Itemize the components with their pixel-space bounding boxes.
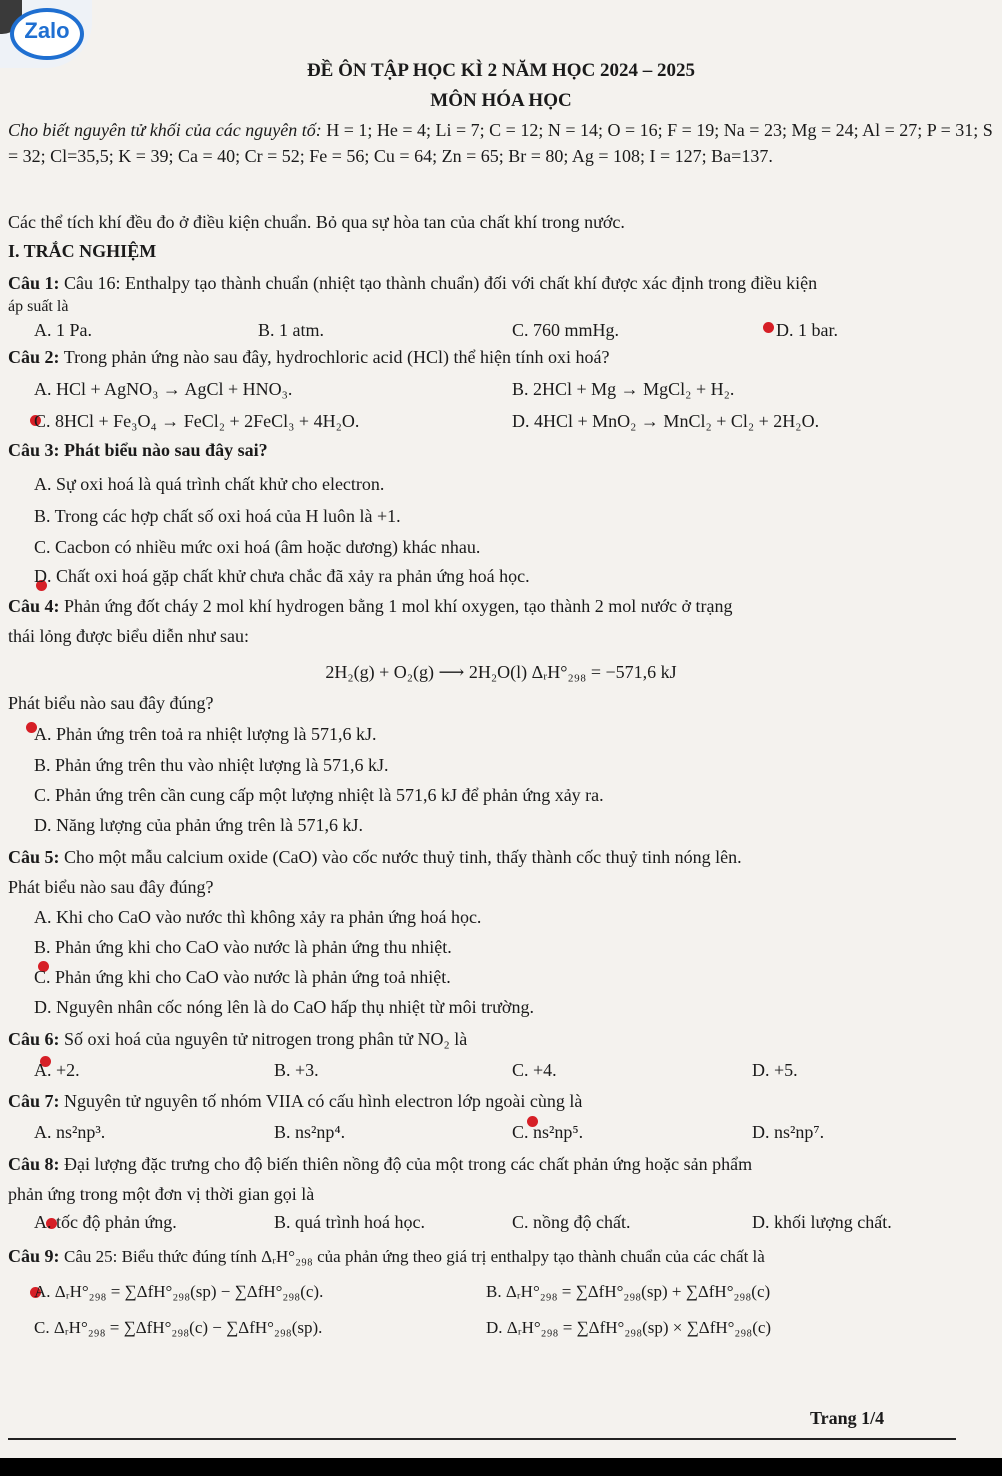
- q6-text: Số oxi hoá của nguyên tử nitrogen trong phân tử NO₂ là: [64, 1029, 468, 1049]
- q5-option-b: B. Phản ứng khi cho CaO vào nước là phản ứng thu nhiệt.: [34, 937, 452, 957]
- q7-label: Câu 7:: [8, 1091, 60, 1111]
- question-8: [8, 1154, 994, 1175]
- q6-option-a: A. +2.: [34, 1060, 80, 1080]
- q2-text: Trong phản ứng nào sau đây, hydrochloric acid (HCl) thể hiện tính oxi hoá?: [63, 347, 610, 367]
- q7-text: Nguyên tử nguyên tố nhóm VIIA có cấu hình electron lớp ngoài cùng là: [64, 1091, 583, 1111]
- section-heading: I. TRẮC NGHIỆM: [8, 241, 157, 261]
- q7-option-a: A. ns²np³.: [34, 1122, 106, 1142]
- q3-label: Câu 3:: [8, 440, 60, 460]
- q1-text-cont: áp suất là: [8, 298, 69, 315]
- intro-note: Các thể tích khí đều đo ở điều kiện chuẩn. Bỏ qua sự hòa tan của chất khí trong nước.: [8, 212, 625, 232]
- zalo-logo-icon: [0, 0, 92, 68]
- question-3: [8, 440, 994, 461]
- q1-option-d: D. 1 bar.: [776, 320, 838, 340]
- q4-option-b: B. Phản ứng trên thu vào nhiệt lượng là 571,6 kJ.: [34, 755, 389, 775]
- q5-option-d: D. Nguyên nhân cốc nóng lên là do CaO hấp thụ nhiệt từ môi trường.: [34, 997, 534, 1017]
- subject-title: MÔN HÓA HỌC: [430, 90, 572, 111]
- q5-question: Phát biểu nào sau đây đúng?: [8, 877, 214, 897]
- q9-option-c: C. ΔᵣH°₂₉₈ = ∑ΔfH°₂₉₈(c) − ∑ΔfH°₂₉₈(sp).: [34, 1318, 323, 1337]
- logo-ring: [10, 8, 84, 60]
- question-9: [8, 1246, 994, 1267]
- footer-divider: [8, 1438, 956, 1440]
- question-2: [8, 347, 994, 368]
- q8-option-b: B. quá trình hoá học.: [274, 1212, 425, 1232]
- q7-option-d: D. ns²np⁷.: [752, 1122, 825, 1142]
- q1-option-b: B. 1 atm.: [258, 320, 324, 340]
- logo-text: Zalo: [24, 18, 70, 43]
- q8-option-d: D. khối lượng chất.: [752, 1212, 892, 1232]
- q6-option-d: D. +5.: [752, 1060, 798, 1080]
- q8-option-a: A. tốc độ phản ứng.: [34, 1212, 177, 1232]
- question-7: [8, 1091, 994, 1112]
- q3-option-d: D. Chất oxi hoá gặp chất khử chưa chắc đã xảy ra phản ứng hoá học.: [34, 566, 530, 586]
- q4-text-cont: thái lỏng được biểu diễn như sau:: [8, 626, 249, 646]
- q8-text: Đại lượng đặc trưng cho độ biến thiên nồng độ của một trong các chất phản ứng hoặc sản phẩm: [64, 1154, 753, 1174]
- document-title: ĐỀ ÔN TẬP HỌC KÌ 2 NĂM HỌC 2024 – 2025: [306, 60, 696, 81]
- answer-mark-icon: [763, 322, 774, 333]
- q6-option-b: B. +3.: [274, 1060, 319, 1080]
- q3-text: Phát biểu nào sau đây sai?: [64, 440, 268, 460]
- q4-option-d: D. Năng lượng của phản ứng trên là 571,6 kJ.: [34, 815, 363, 835]
- q6-option-c: C. +4.: [512, 1060, 557, 1080]
- q4-label: Câu 4:: [8, 596, 60, 616]
- q9-label: Câu 9:: [8, 1246, 60, 1266]
- q8-option-c: C. nồng độ chất.: [512, 1212, 631, 1232]
- q4-option-a: A. Phản ứng trên toả ra nhiệt lượng là 571,6 kJ.: [34, 724, 377, 744]
- q9-option-a: A. ΔᵣH°₂₉₈ = ∑ΔfH°₂₉₈(sp) − ∑ΔfH°₂₉₈(c).: [34, 1282, 324, 1301]
- q1-option-c: C. 760 mmHg.: [512, 320, 620, 340]
- q7-option-b: B. ns²np⁴.: [274, 1122, 346, 1142]
- q4-question: Phát biểu nào sau đây đúng?: [8, 693, 214, 713]
- question-4: [8, 596, 994, 617]
- q2-option-d: D. 4HCl + MnO₂ → MnCl₂ + Cl₂ + 2H₂O.: [512, 411, 820, 431]
- q5-text: Cho một mẫu calcium oxide (CaO) vào cốc nước thuỷ tinh, thấy thành cốc thuỷ tinh nóng lên.: [64, 847, 742, 867]
- q5-option-a: A. Khi cho CaO vào nước thì không xảy ra phản ứng hoá học.: [34, 907, 482, 927]
- q2-label: Câu 2:: [8, 347, 60, 367]
- q2-option-a: A. HCl + AgNO₃ → AgCl + HNO₃.: [34, 379, 293, 399]
- q3-option-a: A. Sự oxi hoá là quá trình chất khử cho electron.: [34, 474, 385, 494]
- bottom-bar: [0, 1458, 1002, 1476]
- q9-option-d: D. ΔᵣH°₂₉₈ = ∑ΔfH°₂₉₈(sp) × ∑ΔfH°₂₉₈(c): [486, 1318, 772, 1337]
- page-number: Trang 1/4: [810, 1408, 885, 1428]
- q2-option-b: B. 2HCl + Mg → MgCl₂ + H₂.: [512, 379, 735, 399]
- q4-text: Phản ứng đốt cháy 2 mol khí hydrogen bằng 1 mol khí oxygen, tạo thành 2 mol nước ở trạng: [64, 596, 733, 616]
- question-6: [8, 1029, 994, 1050]
- intro-paragraph: [8, 117, 994, 169]
- q6-label: Câu 6:: [8, 1029, 60, 1049]
- q4-option-c: C. Phản ứng trên cần cung cấp một lượng nhiệt là 571,6 kJ để phản ứng xảy ra.: [34, 785, 604, 805]
- atomic-masses: H = 1; He = 4; Li = 7; C = 12; N = 14; O = 16; F = 19; Na = 23; Mg = 24; Al = 27; P = 31; S = 32; Cl=35,5; K = 39; Ca = 40; Cr = 52; Fe = 56; Cu = 64; Zn = 65; Br = 80; Ag = 108; I = 127; Ba=137.: [8, 120, 993, 166]
- q8-label: Câu 8:: [8, 1154, 60, 1174]
- q1-option-a: A. 1 Pa.: [34, 320, 92, 340]
- q1-text: Câu 16: Enthalpy tạo thành chuẩn (nhiệt tạo thành chuẩn) đối với chất khí được xác định trong điều kiện: [64, 273, 818, 293]
- intro-lead: Cho biết nguyên tử khối của các nguyên tố:: [8, 120, 322, 140]
- q5-option-c: C. Phản ứng khi cho CaO vào nước là phản ứng toả nhiệt.: [34, 967, 451, 987]
- q5-label: Câu 5:: [8, 847, 60, 867]
- question-1: [8, 273, 994, 294]
- q3-option-c: C. Cacbon có nhiều mức oxi hoá (âm hoặc dương) khác nhau.: [34, 537, 481, 557]
- q9-option-b: B. ΔᵣH°₂₉₈ = ∑ΔfH°₂₉₈(sp) + ∑ΔfH°₂₉₈(c): [486, 1282, 771, 1301]
- question-5: [8, 847, 994, 868]
- q2-option-c: C. 8HCl + Fe₃O₄ → FeCl₂ + 2FeCl₃ + 4H₂O.: [34, 411, 360, 431]
- q3-option-b: B. Trong các hợp chất số oxi hoá của H luôn là +1.: [34, 506, 401, 526]
- q8-text-cont: phản ứng trong một đơn vị thời gian gọi là: [8, 1184, 315, 1204]
- q9-text: Câu 25: Biểu thức đúng tính ΔᵣH°₂₉₈ của phản ứng theo giá trị enthalpy tạo thành chuẩn của các chất là: [64, 1247, 765, 1266]
- q7-option-c: C. ns²np⁵.: [512, 1122, 584, 1142]
- q4-equation: 2H₂(g) + O₂(g) ⟶ 2H₂O(l) ΔᵣH°₂₉₈ = −571,6 kJ: [325, 662, 677, 682]
- q1-label: Câu 1:: [8, 273, 60, 293]
